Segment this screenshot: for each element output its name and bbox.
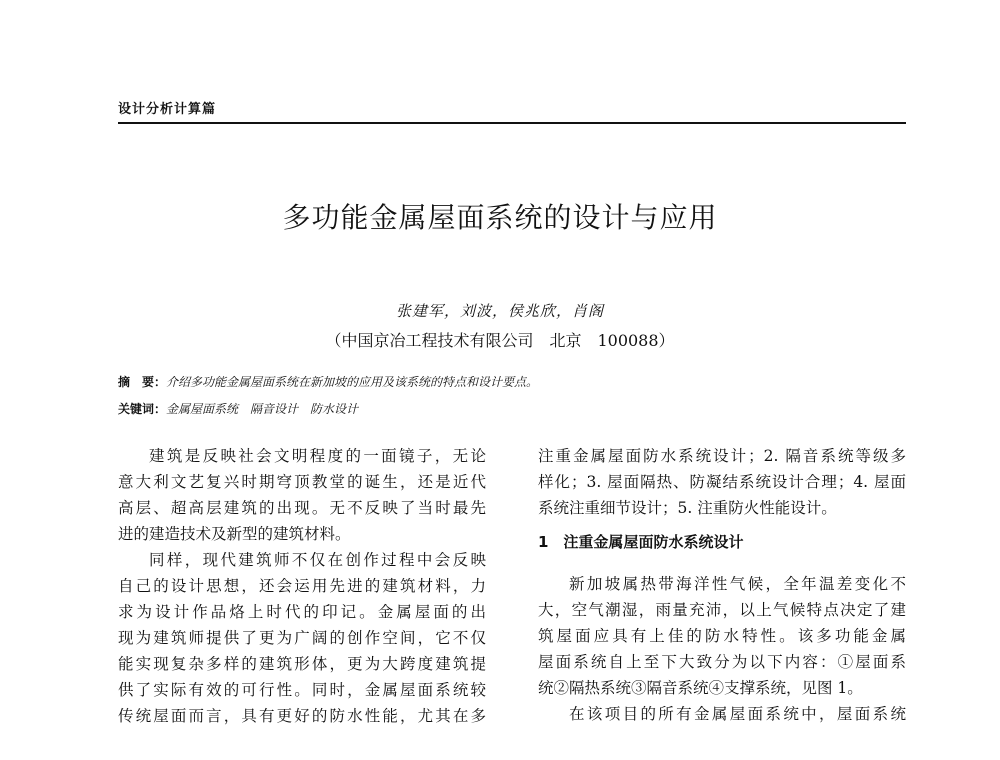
text-line: 在该项目的所有金属屋面系统中，屋面系统	[569, 705, 906, 723]
text-line: 进的建造技术及新型的建筑材料。	[118, 525, 351, 543]
text-line: 供了实际有效的可行性。同时，金属屋面系统较	[118, 681, 486, 699]
text-line: 统②隔热系统③隔音系统④支撑系统，见图 1。	[538, 679, 863, 697]
text-line: 求为设计作品烙上时代的印记。金属屋面的出	[118, 603, 486, 621]
text-line: 筑屋面应具有上佳的防水特性。该多功能金属	[538, 627, 906, 645]
keywords-text: 金属屋面系统 隔音设计 防水设计	[166, 402, 359, 416]
text-line: 同样，现代建筑师不仅在创作过程中会反映	[149, 551, 486, 569]
text-line: 高层、超高层建筑的出现。无不反映了当时最先	[118, 499, 486, 517]
text-line: 注重金属屋面防水系统设计；2. 隔音系统等级多	[538, 447, 906, 465]
abstract-label: 摘 要：	[118, 375, 167, 389]
right-column	[538, 443, 906, 727]
text-line: 意大利文艺复兴时期穹顶教堂的诞生，还是近代	[118, 473, 486, 491]
text-line: 新加坡属热带海洋性气候，全年温差变化不	[569, 575, 906, 593]
abstract-text: 介绍多功能金属屋面系统在新加坡的应用及该系统的特点和设计要点。	[166, 375, 539, 389]
article-title: 多功能金属屋面系统的设计与应用	[282, 201, 718, 234]
text-line: 建筑是反映社会文明程度的一面镜子，无论	[149, 447, 486, 465]
article-affiliation: （中国京冶工程技术有限公司 北京 100088）	[325, 331, 675, 350]
left-column	[118, 443, 486, 729]
text-line: 现为建筑师提供了更为广阔的创作空间，它不仅	[118, 629, 486, 647]
abstract	[118, 373, 908, 390]
text-line: 自己的设计思想，还会运用先进的建筑材料，力	[118, 577, 486, 595]
header-rule	[118, 122, 906, 124]
text-line: 大，空气潮湿，雨量充沛，以上气候特点决定了建	[538, 601, 906, 619]
keywords	[118, 400, 908, 417]
article-authors: 张建军，刘波，侯兆欣，肖阁	[395, 302, 604, 320]
text-line: 能实现复杂多样的建筑形体，更为大跨度建筑提	[118, 655, 486, 673]
running-header: 设计分析计算篇	[118, 102, 217, 117]
section-heading: 1 注重金属屋面防水系统设计	[538, 533, 744, 551]
text-line: 系统注重细节设计；5. 注重防火性能设计。	[538, 499, 837, 517]
text-line: 样化；3. 屋面隔热、防凝结系统设计合理；4. 屋面	[538, 473, 906, 491]
keywords-label: 关键词：	[118, 402, 167, 416]
text-line: 屋面系统自上至下大致分为以下内容：①屋面系	[538, 653, 906, 671]
text-line: 传统屋面而言，具有更好的防水性能，尤其在多	[118, 707, 486, 725]
